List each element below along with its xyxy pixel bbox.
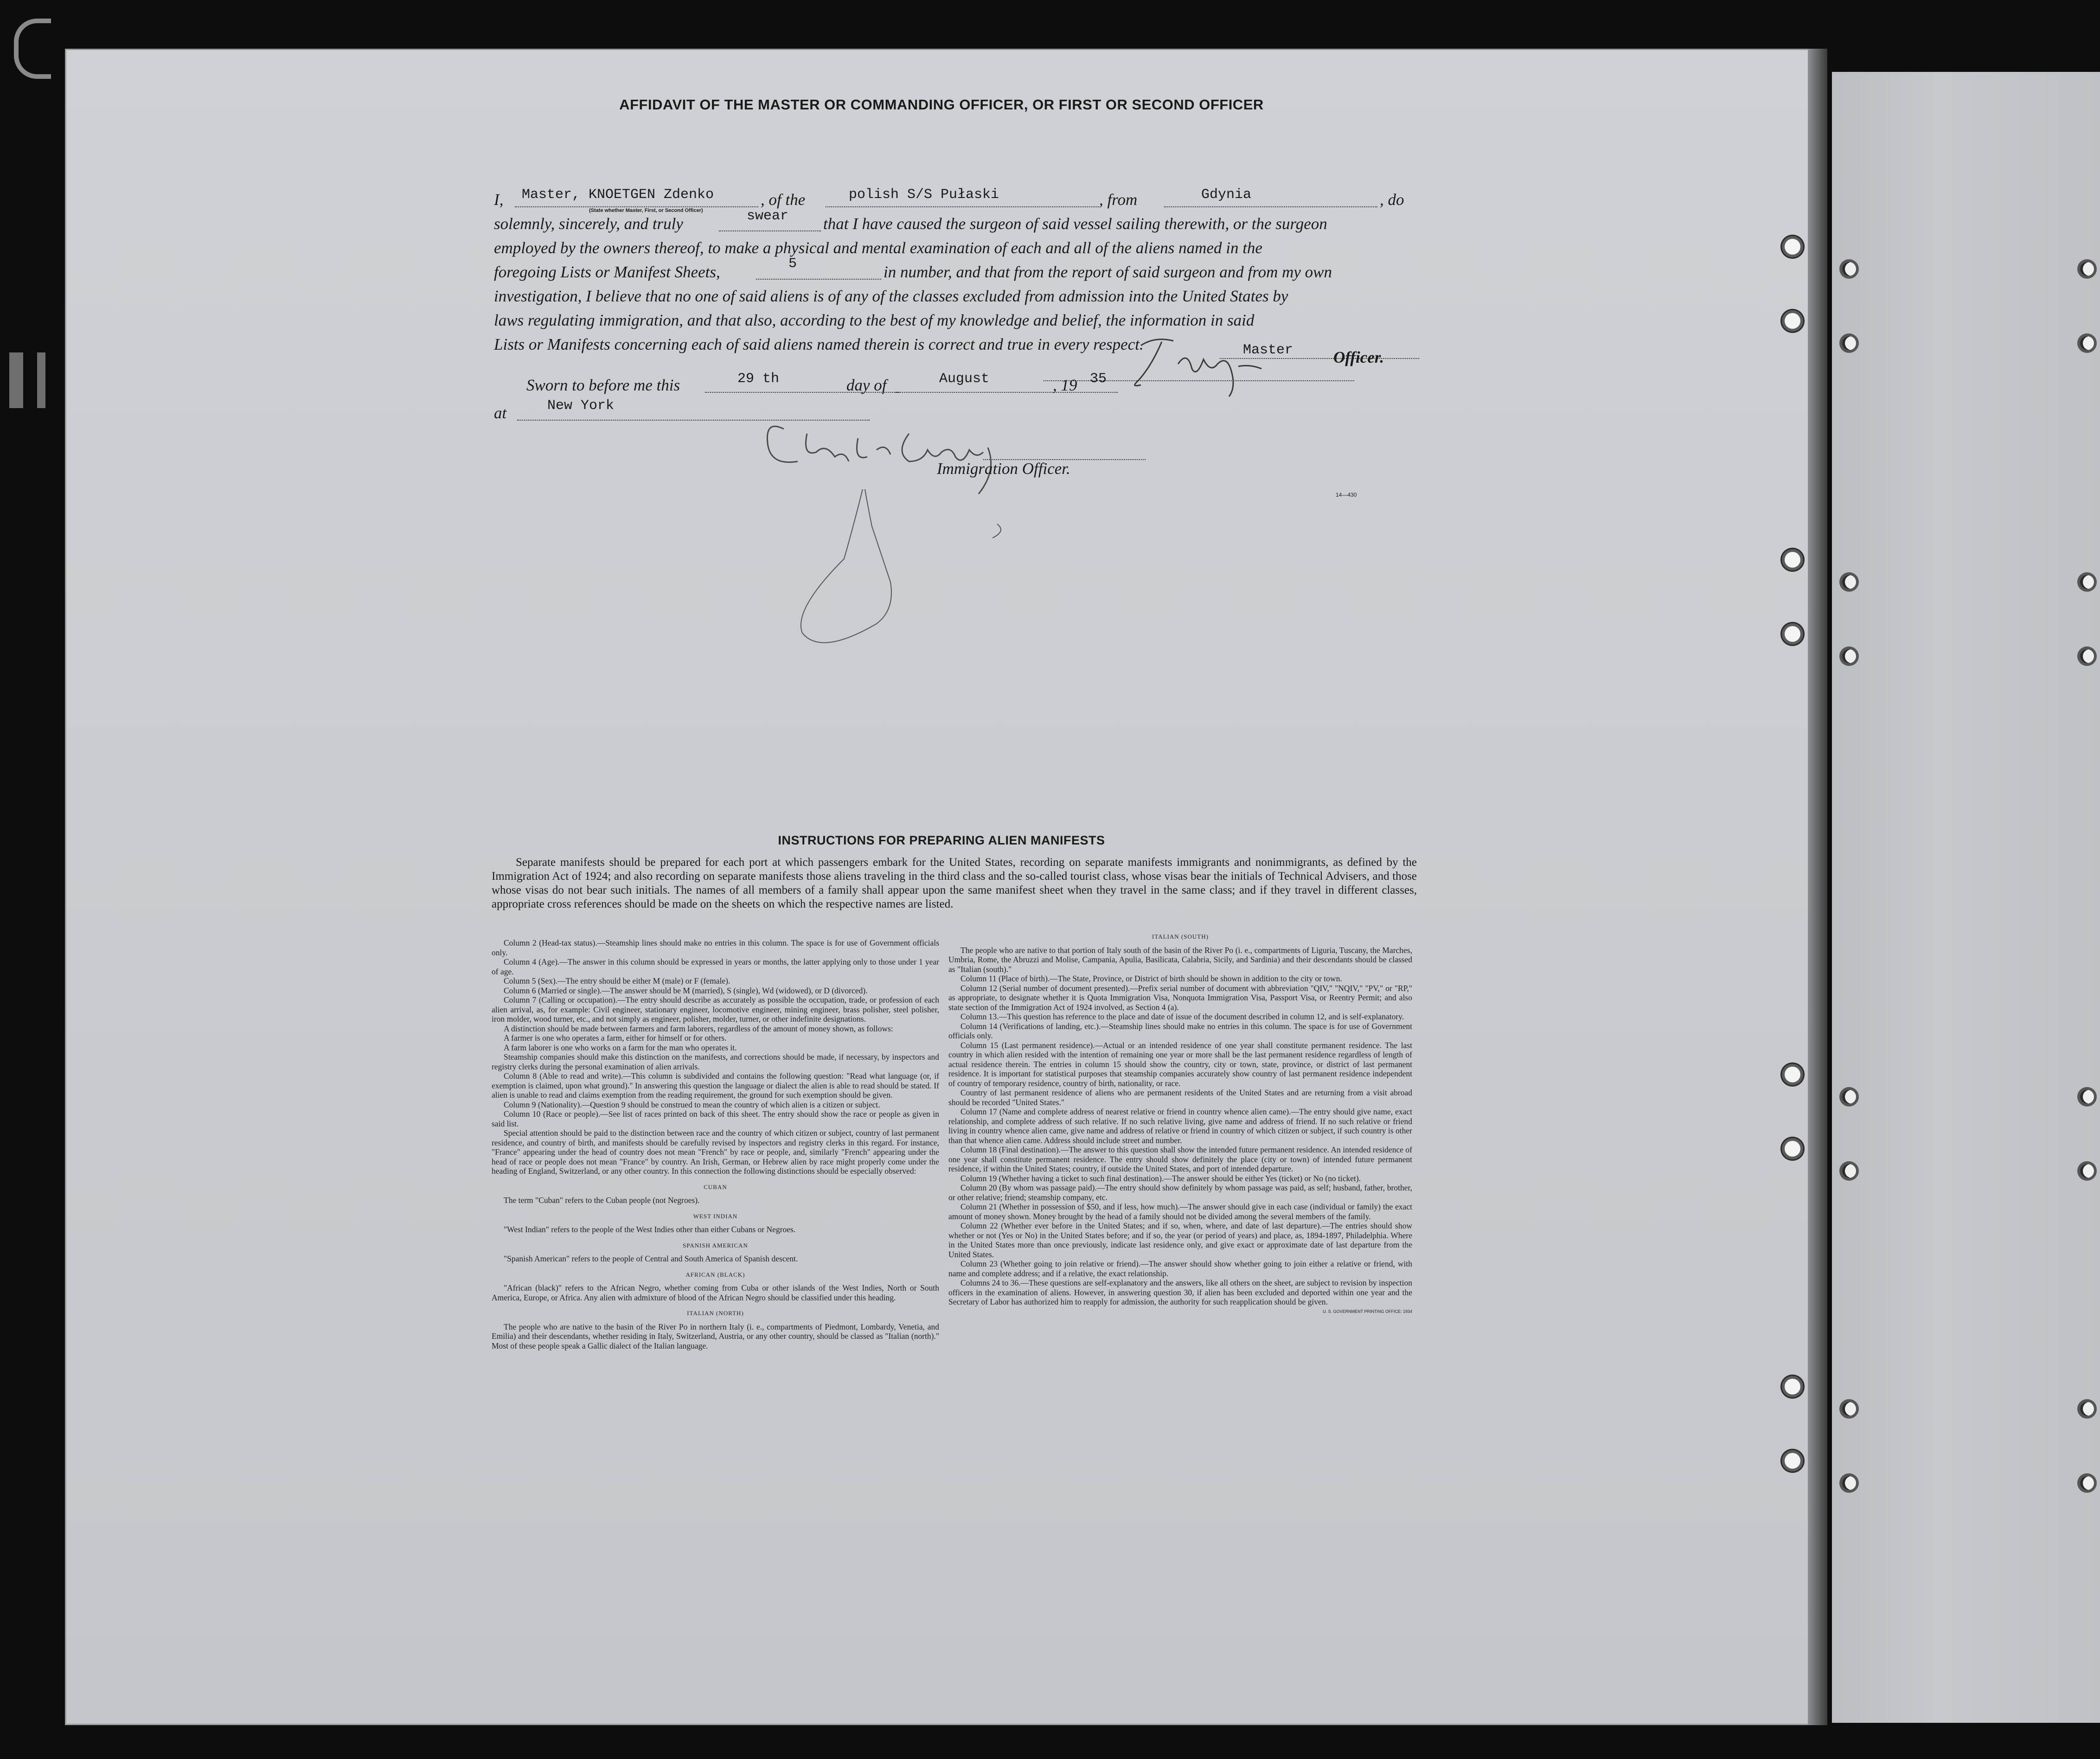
filled-rank-name: Master, KNOETGEN Zdenko bbox=[522, 187, 714, 203]
instruction-paragraph: Column 9 (Nationality).—Question 9 should be construed to mean the country of which alien is a citizen or subject. bbox=[504, 1100, 880, 1109]
binder-hole bbox=[2080, 336, 2094, 350]
immigration-officer-label: Immigration Officer. bbox=[937, 460, 1070, 478]
manifest-page bbox=[65, 49, 1818, 1725]
instruction-paragraph: The people who are native to that portion of Italy south of the basin of the River Po (i. e., compartments of Liguria, Tuscany, the Marches, Umbria, Rome, the Abruzzi and Molise, Campania, Apulia, Basilicata, Calabria, Sicily, and Sardinia) and their descendants should be classed as "Italian (south)." bbox=[948, 945, 1412, 974]
section-heading: SPANISH AMERICAN bbox=[683, 1241, 748, 1249]
scan-edge-mark bbox=[9, 352, 23, 408]
instruction-paragraph: Column 10 (Race or people).—See list of races printed on back of this sheet. The entry should show the race or people as given in said list. bbox=[492, 1109, 939, 1128]
instruction-paragraph: Column 20 (By whom was passage paid).—The entry should show definitely by whom passage was paid, as self; husband, father, brother, or other relative; friend; steamship company, etc. bbox=[948, 1183, 1412, 1202]
instruction-paragraph: "African (black)" refers to the African Negro, whether coming from Cuba or other islands of the West Indies, North or South America, Europe, or Africa. Any alien with admixture of blood of the African Negro should be classified under this heading. bbox=[492, 1283, 939, 1302]
binder-hole bbox=[1785, 1453, 1800, 1469]
binder-hole bbox=[1842, 1476, 1856, 1490]
binder-hole bbox=[1842, 649, 1856, 663]
instruction-paragraph: A farmer is one who operates a farm, either for himself or for others. bbox=[504, 1033, 727, 1043]
affidavit-text: , 19 bbox=[1053, 376, 1077, 394]
affidavit-text: at bbox=[494, 404, 507, 422]
binder-hole bbox=[1785, 1141, 1800, 1157]
binder-hole bbox=[1785, 1067, 1800, 1082]
instruction-paragraph: "West Indian" refers to the people of the West Indies other than either Cubans or Negroes. bbox=[504, 1225, 796, 1234]
instruction-paragraph: Column 11 (Place of birth).—The State, Province, or District of birth should be shown in addition to the city or town. bbox=[960, 974, 1342, 983]
binder-hole bbox=[1785, 1379, 1800, 1394]
binder-hole bbox=[2080, 1164, 2094, 1178]
instruction-paragraph: "Spanish American" refers to the people of Central and South America of Spanish descent. bbox=[504, 1254, 798, 1263]
instruction-paragraph: Column 12 (Serial number of document presented).—Prefix serial number of document with abbreviation "QIV," "NQIV," "PV," or "RP," as appropriate, to designate whether it is Quota Immigration Visa, Nonquota Immigration Visa, Passport Visa, or Reentry Permit; and also state section of the Immigration Act of 1924 involved, as Section 4 (a). bbox=[948, 983, 1412, 1012]
binder-hole bbox=[2080, 575, 2094, 589]
filled-month: August bbox=[939, 371, 990, 387]
affidavit-text: employed by the owners thereof, to make a physical and mental examination of each and all of the aliens named in the bbox=[494, 239, 1262, 257]
instructions-intro: Separate manifests should be prepared for each port at which passengers embark for the United States, recording on separate manifests immigrants and nonimmigrants, as defined by the Immigration Act of 1924; and also recording on separate manifests those aliens traveling in the third class and the so-called tourist class, whose visas bear the initials of Technical Advisers, and those whose visas do not bear such initials. The names of all members of a family shall appear upon the same manifest sheet when they travel in the same class; and if they travel in different classes, appropriate cross references should be made on the sheets on which the respective names are listed. bbox=[492, 856, 1417, 910]
page-edge-shadow bbox=[1808, 49, 1827, 1725]
affidavit-text: , of the bbox=[761, 191, 806, 209]
affidavit-text: in number, and that from the report of said surgeon and from my own bbox=[884, 263, 1332, 281]
binder-hole bbox=[1785, 239, 1800, 255]
instructions-left-column bbox=[492, 938, 939, 1350]
binder-hole bbox=[2080, 262, 2094, 276]
adjacent-page bbox=[1832, 72, 2100, 1723]
affidavit-text: solemnly, sincerely, and truly bbox=[494, 215, 683, 233]
filled-year: 35 bbox=[1090, 371, 1107, 387]
filled-vessel: polish S/S Pułaski bbox=[849, 187, 999, 203]
binder-hole bbox=[2080, 1402, 2094, 1416]
affidavit-text: investigation, I believe that no one of said aliens is of any of the classes excluded from admission into the United States by bbox=[494, 287, 1288, 305]
instruction-paragraph: Column 18 (Final destination).—The answer to this question shall show the intended future permanent residence. An intended residence of one year shall constitute permanent residence. The entry should show definitely the place (city or town) of intended future permanent residence, if within the United States; country, if outside the United States, and port of intended departure. bbox=[948, 1145, 1412, 1173]
scan-edge-mark bbox=[14, 19, 51, 79]
binder-hole bbox=[1785, 626, 1800, 642]
affidavit-text: foregoing Lists or Manifest Sheets, bbox=[494, 263, 720, 281]
filled-oath: swear bbox=[747, 208, 789, 224]
affidavit-text: I, bbox=[494, 191, 504, 209]
instruction-paragraph: The term "Cuban" refers to the Cuban people (not Negroes). bbox=[504, 1196, 700, 1205]
instruction-paragraph: Column 6 (Married or single).—The answer should be M (married), S (single), Wd (widowed), or D (divorced). bbox=[504, 985, 868, 995]
filled-day: 29 th bbox=[737, 371, 780, 387]
affidavit-text: Lists or Manifests concerning each of said aliens named therein is correct and true in every respect. bbox=[494, 335, 1144, 353]
instructions-title: INSTRUCTIONS FOR PREPARING ALIEN MANIFESTS bbox=[778, 833, 1105, 847]
binder-hole bbox=[1785, 313, 1800, 329]
instruction-paragraph: Column 4 (Age).—The answer in this column should be expressed in years or months, the latter applying only to those under 1 year of age. bbox=[492, 957, 939, 976]
instruction-paragraph: Column 19 (Whether having a ticket to such final destination).—The answer should be either Yes (ticket) or No (no ticket). bbox=[960, 1173, 1361, 1183]
printing-office-imprint: U. S. GOVERNMENT PRINTING OFFICE: 1934 bbox=[1323, 1309, 1412, 1314]
instruction-paragraph: The people who are native to the basin of the River Po in northern Italy (i. e., compartments of Piedmont, Lombardy, Venetia, and Emilia) and their descendants, whether residing in Italy, Switzerland, Austria, or any other country, should be classed as "Italian (north)." Most of these people speak a Gallic dialect of the Italian language. bbox=[492, 1322, 939, 1350]
binder-hole bbox=[2080, 1090, 2094, 1104]
instruction-paragraph: Column 2 (Head-tax status).—Steamship lines should make no entries in this column. The space is for use of Government officials only. bbox=[492, 938, 939, 957]
affidavit-text: laws regulating immigration, and that also, according to the best of my knowledge and belief, the information in said bbox=[494, 311, 1255, 329]
affidavit-text: that I have caused the surgeon of said vessel sailing therewith, or the surgeon bbox=[823, 215, 1327, 233]
instruction-paragraph: Columns 24 to 36.—These questions are self-explanatory and the answers, like all others on the sheet, are subject to revision by inspection officers in the examination of aliens. However, in answering question 30, if alien has been excluded and deported within one year and the Secretary of Labor has authorized him to reapply for admission, the authority for such reapplication should be given. bbox=[948, 1278, 1412, 1306]
affidavit-text: day of bbox=[846, 376, 887, 394]
binder-hole bbox=[1842, 336, 1856, 350]
section-heading: CUBAN bbox=[704, 1183, 727, 1190]
filled-port: Gdynia bbox=[1201, 187, 1252, 203]
instruction-paragraph: Column 8 (Able to read and write).—This column is subdivided and contains the following question: "Read what language (or, if exemption is claimed, upon what ground)." In answering this question the language or dialect the alien is able to read should be stated. If alien is unable to read and claims exemption from the reading requirement, the ground for such exemption should be given. bbox=[492, 1071, 939, 1100]
binder-hole bbox=[1842, 262, 1856, 276]
binder-hole bbox=[1842, 1090, 1856, 1104]
binder-hole bbox=[1842, 1402, 1856, 1416]
instruction-paragraph: Special attention should be paid to the distinction between race and the country of which citizen or subject, country of last permanent residence, and country of birth, and manifests should be carefully revised by inspectors and registry clerks in this regard. For instance, "France" appearing under the head of country does not mean "French" by race or people, and, similarly "French" appearing under the head of race or people does not mean "France" by country. An Irish, German, or Hebrew alien by race might properly come under the heading of England, Switzerland, or any other country. In this connection the following distinctions should be especially observed: bbox=[492, 1128, 939, 1176]
affidavit-text: , do bbox=[1380, 191, 1404, 209]
instruction-paragraph: A distinction should be made between farmers and farm laborers, regardless of the amount of money shown, as follows: bbox=[504, 1023, 893, 1033]
binder-hole bbox=[1842, 1164, 1856, 1178]
instruction-paragraph: Column 5 (Sex).—The entry should be either M (male) or F (female). bbox=[504, 976, 730, 985]
affidavit-title: AFFIDAVIT OF THE MASTER OR COMMANDING OFFICER, OR FIRST OR SECOND OFFICER bbox=[619, 96, 1264, 113]
instruction-paragraph: A farm laborer is one who works on a farm for the man who operates it. bbox=[504, 1043, 737, 1052]
instruction-paragraph: Steamship companies should make this distinction on the manifests, and corrections should be made, if necessary, by inspectors and registry clerks during the personal examination of alien arrivals. bbox=[492, 1052, 939, 1071]
instruction-paragraph: Column 15 (Last permanent residence).—Actual or an intended residence of one year shall constitute permanent residence. The last country in which alien resided with the intention of remaining one year or more shall be the last permanent residence regardless of length of actual residence therein. The entries in column 15 should show the country, city or town, state, province, or district of last permanent residence. It is important for statistical purposes that steamship companies accurately show country of last permanent residence independent of country of temporary residence, country of birth, nationality, or race. bbox=[948, 1040, 1412, 1088]
affidavit-text: Sworn to before me this bbox=[526, 376, 680, 394]
officer-label: Officer. bbox=[1333, 348, 1384, 366]
instruction-paragraph: Column 13.—This question has reference to the place and date of issue of the document described in column 12, and is self-explanatory. bbox=[960, 1012, 1404, 1021]
instruction-paragraph: Column 7 (Calling or occupation).—The entry should describe as accurately as possible the occupation, trade, or profession of each alien arrival, as, for example: Civil engineer, stationary engineer, locomotive engineer, mining engineer, brass polisher, steel polisher, iron molder, wood turner, etc., and not simply as engineer, polisher, molder, turner, or other indefinite designations. bbox=[492, 995, 939, 1023]
filled-officer-rank: Master bbox=[1243, 342, 1293, 358]
instruction-paragraph: Column 17 (Name and complete address of nearest relative or friend in country whence alien came).—The entry should give name, exact relationship, and complete address of such relative. If no such relative living, give name and address of friend. If no such relative or friend living in country whence alien came, give name and address of relative or friend in country of which citizen or subject, if such country is other than that whence alien came. Address should include street and number. bbox=[948, 1107, 1412, 1145]
section-heading: WEST INDIAN bbox=[693, 1212, 738, 1220]
binder-hole bbox=[1842, 575, 1856, 589]
instruction-paragraph: Column 22 (Whether ever before in the United States; and if so, when, where, and date of last departure).—The entries should show whether or not (Yes or No) in the United States before; and if so, the year (or period of years) and place, as, 1894-1897, Philadelphia. Where in the United States more than once previously, indicate last residence only, and give exact or approximate date of last departure from the United States. bbox=[948, 1221, 1412, 1259]
filled-place: New York bbox=[547, 398, 615, 414]
binder-hole bbox=[1785, 552, 1800, 568]
section-heading: ITALIAN (NORTH) bbox=[687, 1310, 744, 1317]
binder-hole bbox=[2080, 1476, 2094, 1490]
instruction-paragraph: Country of last permanent residence of aliens who are permanent residents of the United States and are returning from a visit abroad should be recorded "United States." bbox=[948, 1088, 1412, 1107]
binder-hole bbox=[2080, 649, 2094, 663]
field-caption: (State whether Master, First, or Second Officer) bbox=[589, 208, 703, 213]
form-number: 14—430 bbox=[1336, 492, 1357, 498]
section-heading: AFRICAN (BLACK) bbox=[685, 1271, 745, 1278]
scan-edge-mark bbox=[37, 352, 45, 408]
instruction-paragraph: Column 14 (Verifications of landing, etc.).—Steamship lines should make no entries in this column. The space is for use of Government officials only. bbox=[948, 1021, 1412, 1040]
section-heading: ITALIAN (SOUTH) bbox=[1152, 933, 1209, 940]
immigration-officer-signature bbox=[756, 406, 1155, 726]
filled-sheets: 5 bbox=[788, 256, 797, 272]
instructions-right-column bbox=[948, 932, 1412, 1316]
instruction-paragraph: Column 21 (Whether in possession of $50, and if less, how much).—The answer should give in each case (individual or family) the exact amount of money shown. Money brought by the head of a family should not be divided among the several members of the family. bbox=[948, 1202, 1412, 1221]
affidavit-text: , from bbox=[1099, 191, 1138, 209]
instruction-paragraph: Column 23 (Whether going to join relative or friend).—The answer should show whether going to join either a relative or friend, with name and complete address; and if a relative, the exact relationship. bbox=[948, 1259, 1412, 1278]
